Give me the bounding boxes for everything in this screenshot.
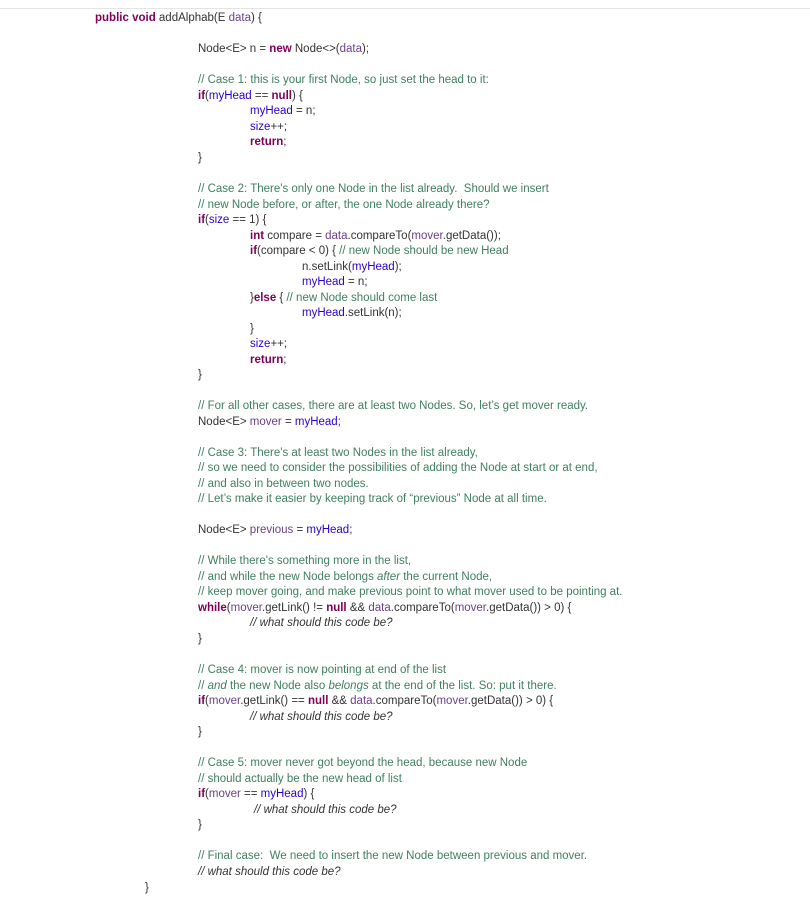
code-comment: // so we need to consider the possibilities of adding the Node at start or at end, [198, 462, 598, 474]
closing-brace: } [198, 152, 202, 164]
code-line: while(mover.getLink() != null && data.compareTo(mover.getData()) > 0) { [198, 602, 572, 614]
code-line: if(mover.getLink() == null && data.compareTo(mover.getData()) > 0) { [198, 695, 554, 707]
code-line: if(size == 1) { [198, 214, 267, 226]
code-comment: // keep mover going, and make previous point to what mover used to be pointing at. [198, 586, 623, 598]
code-line: }else { // new Node should come last [250, 292, 438, 304]
code-comment: // should actually be the new head of list [198, 773, 402, 785]
code-line: int compare = data.compareTo(mover.getData()); [250, 230, 501, 242]
code-line: myHead = n; [302, 276, 368, 288]
code-line: size++; [250, 121, 288, 133]
method-signature: public void addAlphab(E data) { [95, 12, 262, 24]
closing-brace: } [198, 819, 202, 831]
code-comment: // Final case: We need to insert the new Node between previous and mover. [198, 850, 588, 862]
code-comment: // Case 5: mover never got beyond the head, because new Node [198, 757, 528, 769]
code-line: Node<E> n = new Node<>(data); [198, 43, 370, 55]
code-comment: // Case 3: There's at least two Nodes in the list already, [198, 447, 478, 459]
code-line: if(mover == myHead) { [198, 788, 315, 800]
code-line: if(myHead == null) { [198, 90, 303, 102]
closing-brace: } [198, 369, 202, 381]
closing-brace: } [250, 323, 254, 335]
todo-comment: // what should this code be? [198, 866, 341, 878]
todo-comment: // what should this code be? [250, 617, 393, 629]
code-comment: // Case 4: mover is now pointing at end of the list [198, 664, 447, 676]
code-line: myHead = n; [250, 105, 316, 117]
code-line: if(compare < 0) { // new Node should be new Head [250, 245, 509, 257]
code-comment: // Case 2: There's only one Node in the list already. Should we insert [198, 183, 549, 195]
todo-comment: // what should this code be? [254, 804, 397, 816]
code-comment: // and the new Node also belongs at the end of the list. So: put it there. [198, 680, 557, 692]
code-line: myHead.setLink(n); [302, 307, 402, 319]
code-comment: // new Node before, or after, the one Node already there? [198, 199, 490, 211]
closing-brace: } [198, 633, 202, 645]
code-line: Node<E> previous = myHead; [198, 524, 353, 536]
todo-comment: // what should this code be? [250, 711, 393, 723]
code-comment: // and while the new Node belongs after the current Node, [198, 571, 493, 583]
code-line: return; [250, 354, 287, 366]
code-line: Node<E> mover = myHead; [198, 416, 341, 428]
code-line: size++; [250, 338, 288, 350]
method-closing-brace: } [145, 882, 149, 894]
top-divider [0, 8, 810, 9]
code-line: return; [250, 136, 287, 148]
code-line: n.setLink(myHead); [302, 261, 402, 273]
code-comment: // Let’s make it easier by keeping track of “previous” Node at all time. [198, 493, 547, 505]
closing-brace: } [198, 726, 202, 738]
code-comment: // and also in between two nodes. [198, 478, 369, 490]
code-comment: // For all other cases, there are at least two Nodes. So, let’s get mover ready. [198, 400, 589, 412]
code-comment: // Case 1: this is your first Node, so just set the head to it: [198, 74, 489, 86]
code-comment: // While there's something more in the list, [198, 555, 412, 567]
